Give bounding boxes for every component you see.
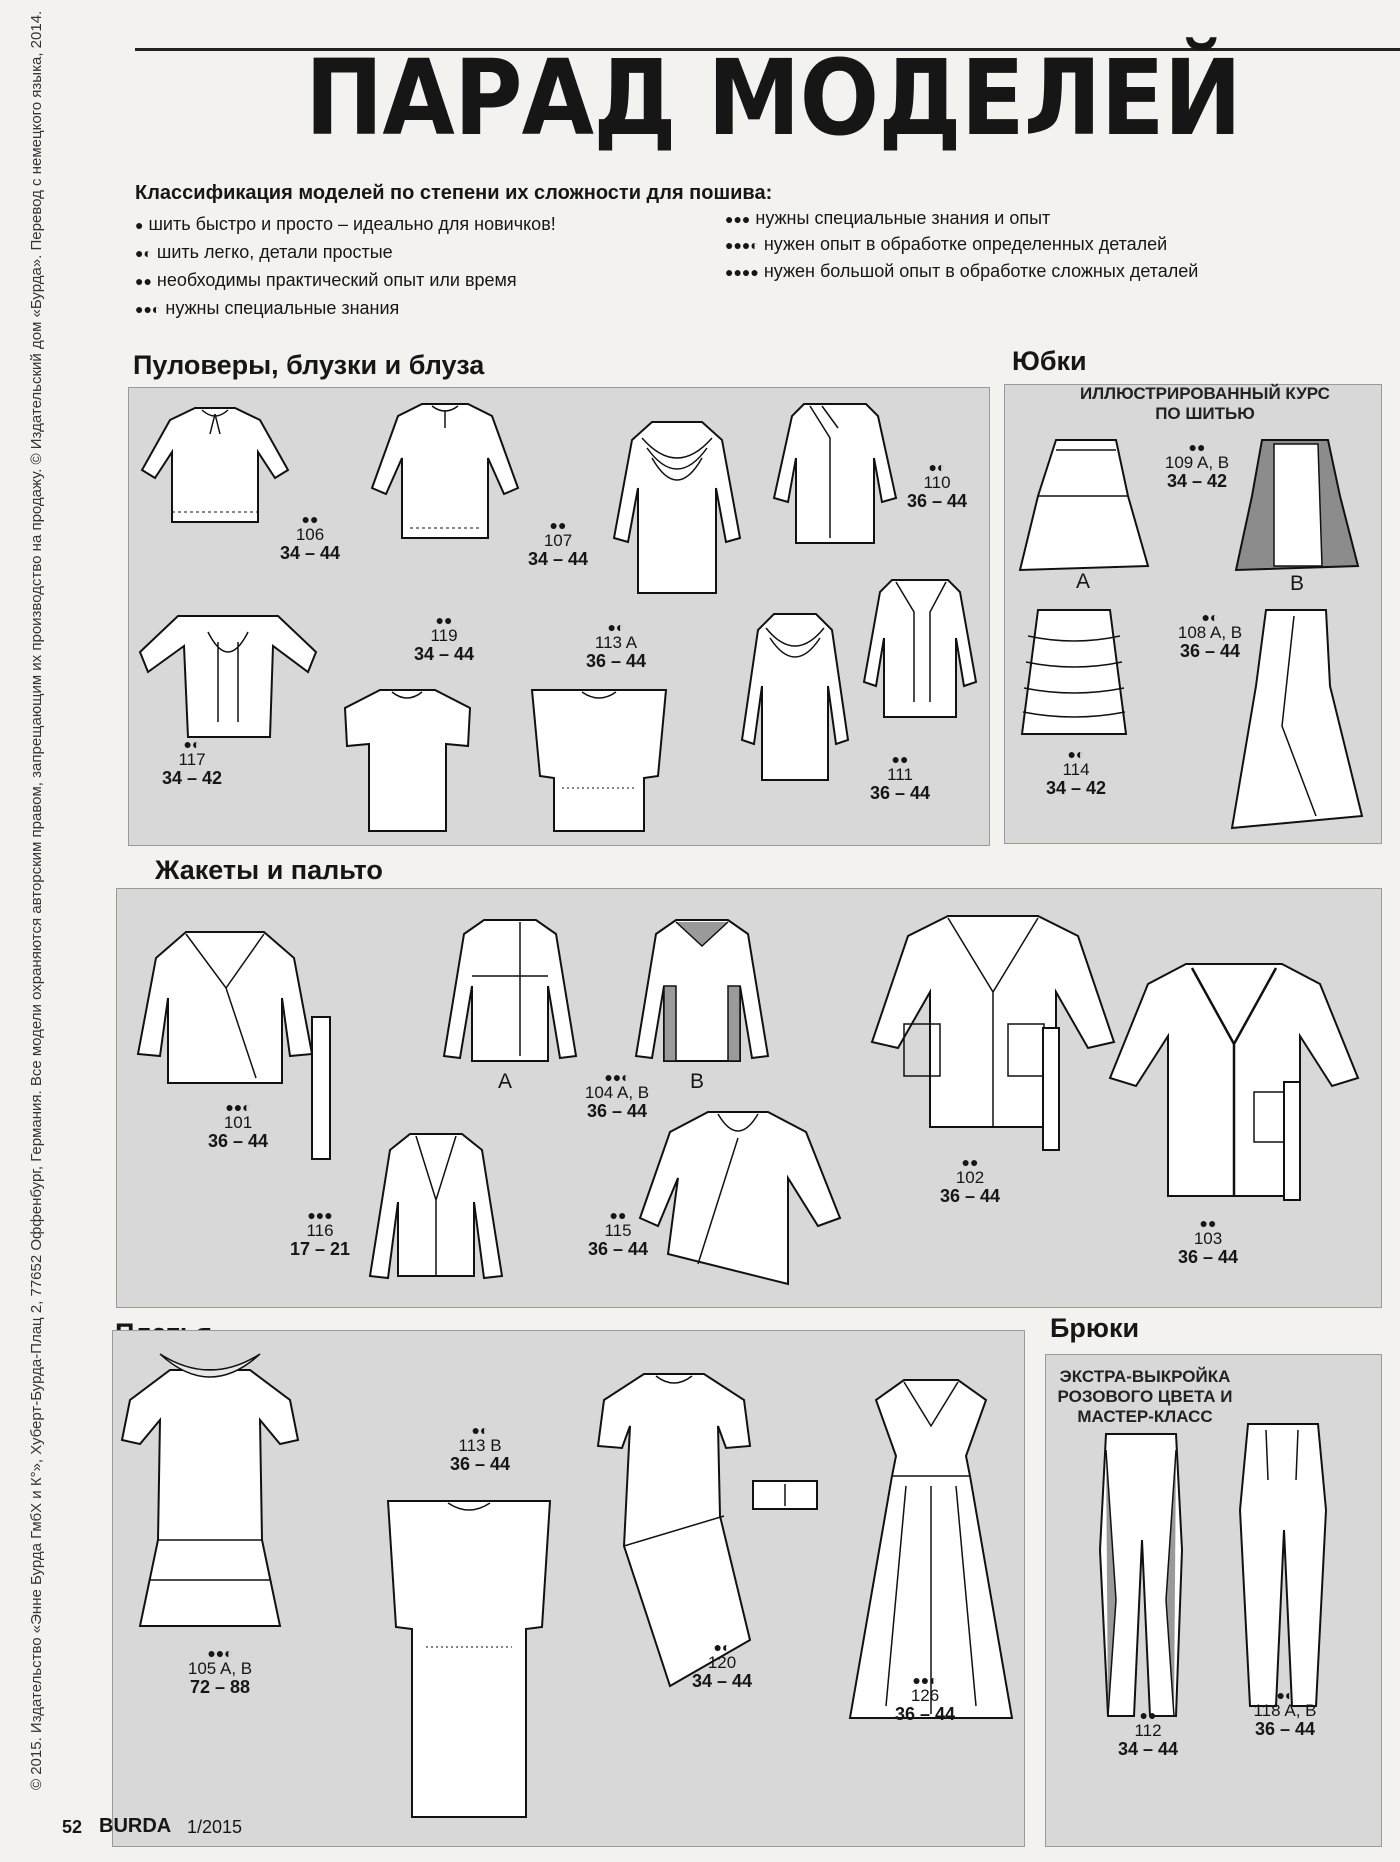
model-104a-sketch <box>440 916 580 1066</box>
model-106-tag: ●● 106 34 – 44 <box>270 512 350 562</box>
model-111-front-sketch <box>740 610 850 785</box>
difficulty-dots: ●●●● <box>725 263 759 280</box>
model-109b-sketch <box>1232 436 1362 576</box>
model-115-tag: ●● 115 36 – 44 <box>578 1208 658 1258</box>
model-105-sketch <box>120 1340 300 1630</box>
skirt-variant-a-label: A <box>1076 570 1091 593</box>
model-119-tag: ●● 119 34 – 44 <box>404 613 484 663</box>
model-126-tag: ●●◐ 126 36 – 44 <box>885 1673 965 1723</box>
skirt-variant-b-label: B <box>1290 572 1305 595</box>
model-101-belt-sketch <box>306 1013 336 1163</box>
model-110-tag: ●◐ 110 36 – 44 <box>897 460 977 510</box>
model-117-tag: ●◐ 117 34 – 42 <box>152 737 232 787</box>
difficulty-dots: ●●● <box>307 1207 333 1223</box>
model-116-sketch <box>366 1130 506 1282</box>
model-113a-tag: ●◐ 113 A 36 – 44 <box>576 620 656 670</box>
difficulty-dots: ● <box>135 216 144 233</box>
difficulty-dots: ●● <box>891 751 909 767</box>
model-102-belt-sketch <box>1038 1024 1064 1154</box>
model-113b-tag: ●◐ 113 B 36 – 44 <box>440 1423 520 1473</box>
difficulty-dots: ●● <box>435 612 453 628</box>
model-114-sketch <box>1018 606 1130 738</box>
section-title-jackets: Жакеты и пальто <box>155 855 383 885</box>
difficulty-dots: ●●◐ <box>135 300 161 317</box>
difficulty-dots: ●◐ <box>183 736 201 752</box>
model-104b-sketch <box>632 916 772 1066</box>
model-111-tag: ●● 111 36 – 44 <box>860 752 940 802</box>
model-101-sketch <box>136 928 314 1088</box>
difficulty-dots: ●◐ <box>1067 746 1085 762</box>
difficulty-dots: ●◐ <box>1201 609 1219 625</box>
difficulty-dots: ●● <box>301 511 319 527</box>
section-title-skirts: Юбки <box>1012 346 1087 376</box>
difficulty-dots: ●◐ <box>713 1639 731 1655</box>
legend-item: ●●●◐ нужен опыт в обработке определенных деталей <box>725 234 1168 254</box>
difficulty-dots: ●◐ <box>471 1422 489 1438</box>
model-118-tag: ●◐ 118 A, B 36 – 44 <box>1240 1688 1330 1738</box>
difficulty-dots: ●● <box>1199 1215 1217 1231</box>
model-120-belt-sketch <box>750 1478 820 1512</box>
skirts-course-note: ИЛЛЮСТРИРОВАННЫЙ КУРС ПО ШИТЬЮ <box>1080 384 1330 423</box>
difficulty-dots: ●● <box>549 517 567 533</box>
trousers-extra-note: ЭКСТРА-ВЫКРОЙКА РОЗОВОГО ЦВЕТА И МАСТЕР-КЛАСС <box>1057 1367 1233 1426</box>
model-115-sketch <box>638 1108 843 1288</box>
difficulty-dots: ●● <box>961 1154 979 1170</box>
model-103-belt-sketch <box>1280 1078 1304 1204</box>
model-126-sketch <box>846 1376 1016 1722</box>
difficulty-dots: ●◐ <box>607 619 625 635</box>
difficulty-dots: ●◐ <box>135 244 152 261</box>
model-119-sketch <box>340 686 475 836</box>
difficulty-dots: ●● <box>1188 439 1206 455</box>
difficulty-dots: ●●◐ <box>225 1099 251 1115</box>
difficulty-dots: ●●●◐ <box>725 236 759 253</box>
model-120-tag: ●◐ 120 34 – 44 <box>682 1640 762 1690</box>
model-108-tag: ●◐ 108 A, B 36 – 44 <box>1165 610 1255 660</box>
legend-item: ●●● нужны специальные знания и опыт <box>725 208 1051 228</box>
jacket-variant-a-label: A <box>498 1070 513 1093</box>
page-title: ПАРАД МОДЕЛЕЙ <box>305 37 1242 159</box>
legend-item: ● шить быстро и просто – идеально для новичков! <box>135 214 556 234</box>
model-102-tag: ●● 102 36 – 44 <box>930 1155 1010 1205</box>
legend-item: ●●●● нужен большой опыт в обработке сложных деталей <box>725 261 1199 281</box>
difficulty-dots: ●●◐ <box>604 1069 630 1085</box>
difficulty-dots: ●●◐ <box>912 1672 938 1688</box>
difficulty-dots: ●◐ <box>1276 1687 1294 1703</box>
model-113b-sketch <box>384 1497 554 1822</box>
section-title-trousers: Брюки <box>1050 1313 1140 1343</box>
difficulty-dots: ●● <box>609 1207 627 1223</box>
legend-heading: Классификация моделей по степени их сложности для пошива: <box>135 182 773 204</box>
page-number: 52 <box>62 1817 83 1837</box>
model-113a-sketch <box>528 686 670 836</box>
model-114-tag: ●◐ 114 34 – 42 <box>1036 747 1116 797</box>
model-112-tag: ●● 112 34 – 44 <box>1108 1708 1188 1758</box>
legend-item: ●◐ шить легко, детали простые <box>135 242 393 262</box>
model-103-tag: ●● 103 36 – 44 <box>1168 1216 1248 1266</box>
model-107-sketch <box>370 398 520 548</box>
legend-item: ●● необходимы практический опыт или время <box>135 270 517 290</box>
legend-item: ●●◐ нужны специальные знания <box>135 298 400 318</box>
model-116-tag: ●●● 116 17 – 21 <box>280 1208 360 1258</box>
magazine-issue: 1/2015 <box>187 1817 243 1837</box>
section-title-tops: Пуловеры, блузки и блуза <box>133 350 485 380</box>
difficulty-dots: ●●◐ <box>207 1645 233 1661</box>
model-110-front-sketch <box>612 418 742 598</box>
model-109-tag: ●● 109 A, B 34 – 42 <box>1152 440 1242 490</box>
model-110-back-sketch <box>770 398 900 548</box>
difficulty-dots: ●◐ <box>928 459 946 475</box>
model-101-tag: ●●◐ 101 36 – 44 <box>198 1100 278 1150</box>
model-103-sketch <box>1106 960 1362 1200</box>
model-106-sketch <box>140 400 290 530</box>
model-104-tag: ●●◐ 104 A, B 36 – 44 <box>572 1070 662 1120</box>
difficulty-dots: ●● <box>1139 1707 1157 1723</box>
model-107-tag: ●● 107 34 – 44 <box>518 518 598 568</box>
model-117-sketch <box>138 612 318 747</box>
model-112-sketch <box>1096 1430 1186 1723</box>
model-109a-sketch <box>1016 436 1151 576</box>
difficulty-dots: ●●● <box>725 210 751 227</box>
model-111-back-sketch <box>860 572 980 722</box>
difficulty-dots: ●● <box>135 272 152 289</box>
jacket-variant-b-label: B <box>690 1070 705 1093</box>
copyright-credit: © 2015. Издательство «Энне Бурда ГмбХ и К°», Хуберт-Бурда-Плац 2, 77652 Оффенбург, Германия. Все модели охраняются авторским правом, запрещающим их производство на продажу. © Издательский дом «Бурда». Перевод с немецкого языка, 2014. <box>28 10 45 1790</box>
model-105-tag: ●●◐ 105 A, B 72 – 88 <box>175 1646 265 1696</box>
magazine-brand: BURDA <box>99 1815 172 1837</box>
model-118-sketch <box>1238 1420 1328 1710</box>
model-102-sketch <box>868 912 1118 1132</box>
